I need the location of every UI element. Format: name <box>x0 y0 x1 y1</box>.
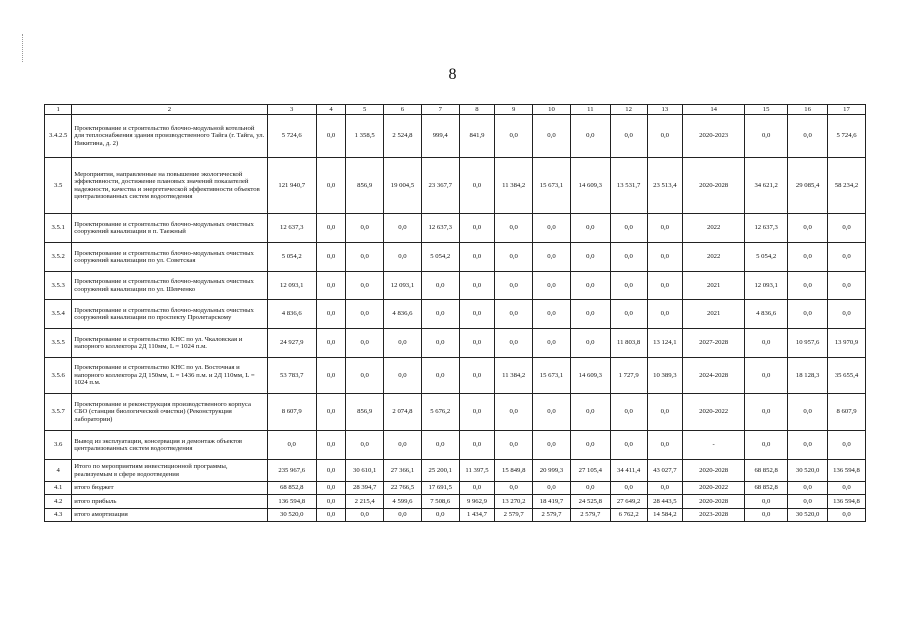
row-value: 0,0 <box>647 115 683 158</box>
row-value: 18 419,7 <box>533 495 571 509</box>
row-value: 25 200,1 <box>421 460 459 482</box>
row-value: 0,0 <box>495 329 533 358</box>
row-value: 2020-2022 <box>683 482 745 495</box>
row-value: 0,0 <box>316 394 345 431</box>
row-value: 0,0 <box>533 431 571 460</box>
row-value: 0,0 <box>346 431 384 460</box>
row-value: 0,0 <box>346 214 384 243</box>
row-description: Проектирование и строительство КНС по ул. Восточная и напорного коллектора 2Д 150мм, L = 1436 п.м. и 2Д 110мм, L = 1024 п.м. <box>72 358 267 394</box>
header-cell: 12 <box>610 105 647 115</box>
row-value: 34 411,4 <box>610 460 647 482</box>
row-value: 0,0 <box>316 495 345 509</box>
header-cell: 2 <box>72 105 267 115</box>
row-value: 2020-2023 <box>683 115 745 158</box>
row-value: 0,0 <box>647 482 683 495</box>
row-value: 19 004,5 <box>384 158 422 214</box>
row-value: 68 852,8 <box>745 482 788 495</box>
row-value: 11 384,2 <box>495 158 533 214</box>
table-row <box>45 158 866 214</box>
row-value: 999,4 <box>421 115 459 158</box>
row-value: 0,0 <box>346 509 384 522</box>
row-value: 136 594,8 <box>267 495 316 509</box>
row-value: 0,0 <box>316 509 345 522</box>
row-value: 30 520,0 <box>788 509 828 522</box>
row-value: 2024-2028 <box>683 358 745 394</box>
row-value: 0,0 <box>745 329 788 358</box>
row-value: 0,0 <box>459 214 495 243</box>
row-value: 0,0 <box>459 358 495 394</box>
row-value: 0,0 <box>316 460 345 482</box>
header-cell: 13 <box>647 105 683 115</box>
row-value: 9 962,9 <box>459 495 495 509</box>
row-value: 0,0 <box>533 243 571 272</box>
row-value: 2 579,7 <box>495 509 533 522</box>
row-value: 0,0 <box>495 482 533 495</box>
row-value: 0,0 <box>384 214 422 243</box>
row-value: 0,0 <box>316 158 345 214</box>
row-description: Проектирование и строительство КНС по ул. Чкаловская и напорного коллектора 2Д 110мм, L = 1024 п.м. <box>72 329 267 358</box>
row-value: 0,0 <box>570 214 610 243</box>
row-value: 2 579,7 <box>533 509 571 522</box>
row-value: 0,0 <box>570 300 610 329</box>
row-value: 0,0 <box>745 358 788 394</box>
row-description: Проектирование и строительство блочно-модульной котельной для теплоснабжения здания производственного Тайга (г. Тайга, ул. Никитина, д. 2) <box>72 115 267 158</box>
row-value: 10 389,3 <box>647 358 683 394</box>
row-value: 68 852,8 <box>745 460 788 482</box>
header-cell: 8 <box>459 105 495 115</box>
row-value: 856,9 <box>346 394 384 431</box>
row-value: 4 836,6 <box>267 300 316 329</box>
row-value: 0,0 <box>459 243 495 272</box>
row-value: 6 762,2 <box>610 509 647 522</box>
row-value: 15 673,1 <box>533 158 571 214</box>
row-value: 23 513,4 <box>647 158 683 214</box>
row-value: 5 054,2 <box>745 243 788 272</box>
row-value: 12 093,1 <box>384 272 422 300</box>
row-value: 8 607,9 <box>267 394 316 431</box>
header-cell: 14 <box>683 105 745 115</box>
row-value: 0,0 <box>421 509 459 522</box>
row-value: 8 607,9 <box>828 394 866 431</box>
table-row <box>45 509 866 522</box>
table-row <box>45 394 866 431</box>
row-description: итого прибыль <box>72 495 267 509</box>
header-cell: 15 <box>745 105 788 115</box>
row-value: 1 727,9 <box>610 358 647 394</box>
header-cell: 16 <box>788 105 828 115</box>
row-value: 17 691,5 <box>421 482 459 495</box>
row-value: 0,0 <box>316 329 345 358</box>
row-value: 11 803,8 <box>610 329 647 358</box>
row-value: 0,0 <box>346 329 384 358</box>
page-number: 8 <box>448 66 457 83</box>
row-description: итого бюджет <box>72 482 267 495</box>
row-value: 2027-2028 <box>683 329 745 358</box>
row-value: 0,0 <box>610 482 647 495</box>
row-description: Итого по мероприятиям инвестиционной программы, реализуемым в сфере водоотведения <box>72 460 267 482</box>
row-value: 136 594,8 <box>828 460 866 482</box>
row-value: 0,0 <box>610 300 647 329</box>
row-value: 4 599,6 <box>384 495 422 509</box>
row-value: 0,0 <box>316 115 345 158</box>
row-value: 13 270,2 <box>495 495 533 509</box>
row-value: 0,0 <box>647 300 683 329</box>
row-value: 7 508,6 <box>421 495 459 509</box>
row-description: Мероприятия, направленные на повышение экологической эффективности, достижение плановых значений показателей надежности, качества и энергетической эффективности объектов централизованных систем водоотведения <box>72 158 267 214</box>
table-row <box>45 495 866 509</box>
row-value: 0,0 <box>495 394 533 431</box>
row-value: 0,0 <box>495 431 533 460</box>
row-value: 0,0 <box>346 358 384 394</box>
row-value: 0,0 <box>788 394 828 431</box>
row-value: 14 584,2 <box>647 509 683 522</box>
table-row <box>45 243 866 272</box>
header-cell: 7 <box>421 105 459 115</box>
row-value: 5 054,2 <box>267 243 316 272</box>
row-value: 0,0 <box>384 431 422 460</box>
row-number: 3.5.3 <box>45 272 72 300</box>
header-cell: 6 <box>384 105 422 115</box>
row-value: 2 215,4 <box>346 495 384 509</box>
row-value: 0,0 <box>533 115 571 158</box>
row-value: 5 676,2 <box>421 394 459 431</box>
row-value: 20 999,3 <box>533 460 571 482</box>
row-value: 0,0 <box>745 431 788 460</box>
row-number: 3.5.1 <box>45 214 72 243</box>
row-value: 2021 <box>683 272 745 300</box>
row-value: 2022 <box>683 214 745 243</box>
row-value: 53 783,7 <box>267 358 316 394</box>
row-value: 30 520,0 <box>788 460 828 482</box>
row-value: 235 967,6 <box>267 460 316 482</box>
row-value: 856,9 <box>346 158 384 214</box>
row-value: 0,0 <box>495 214 533 243</box>
row-value: 841,9 <box>459 115 495 158</box>
row-value: 12 637,3 <box>421 214 459 243</box>
row-value: 35 655,4 <box>828 358 866 394</box>
row-value: 2023-2028 <box>683 509 745 522</box>
row-value: 0,0 <box>316 214 345 243</box>
row-number: 3.5.4 <box>45 300 72 329</box>
row-value: 5 724,6 <box>267 115 316 158</box>
row-value: 0,0 <box>647 394 683 431</box>
table-row <box>45 460 866 482</box>
header-cell: 17 <box>828 105 866 115</box>
table-row <box>45 482 866 495</box>
row-value: 0,0 <box>745 495 788 509</box>
row-value: 0,0 <box>647 214 683 243</box>
row-description: Проектирование и строительство блочно-модульных очистных сооружений канализации по проспекту Пролетарскому <box>72 300 267 329</box>
row-value: 0,0 <box>570 243 610 272</box>
row-description: Проектирование и строительство блочно-модульных очистных сооружений канализации в п. Таежный <box>72 214 267 243</box>
row-value: 14 609,3 <box>570 358 610 394</box>
row-value: 22 766,5 <box>384 482 422 495</box>
row-value: 2020-2028 <box>683 460 745 482</box>
row-value: 2022 <box>683 243 745 272</box>
row-value: 0,0 <box>316 431 345 460</box>
row-number: 4.2 <box>45 495 72 509</box>
row-description: Проектирование и строительство блочно-модульных очистных сооружений канализации по ул. Шевченко <box>72 272 267 300</box>
row-value: 0,0 <box>745 394 788 431</box>
row-value: 0,0 <box>610 272 647 300</box>
row-value: 58 234,2 <box>828 158 866 214</box>
row-value: 0,0 <box>421 358 459 394</box>
row-number: 3.5.7 <box>45 394 72 431</box>
row-value: 30 520,0 <box>267 509 316 522</box>
row-value: 0,0 <box>647 243 683 272</box>
header-cell: 10 <box>533 105 571 115</box>
row-number: 3.5 <box>45 158 72 214</box>
row-value: 0,0 <box>828 214 866 243</box>
row-value: 0,0 <box>459 431 495 460</box>
table-row <box>45 272 866 300</box>
row-value: 5 724,6 <box>828 115 866 158</box>
row-value: 0,0 <box>495 243 533 272</box>
row-value: 0,0 <box>346 300 384 329</box>
header-row <box>45 105 866 115</box>
row-value: 28 443,5 <box>647 495 683 509</box>
row-value: 0,0 <box>647 272 683 300</box>
row-value: 0,0 <box>316 243 345 272</box>
row-value: 23 367,7 <box>421 158 459 214</box>
row-value: 0,0 <box>570 431 610 460</box>
row-value: 14 609,3 <box>570 158 610 214</box>
row-value: 1 358,5 <box>346 115 384 158</box>
row-value: 2020-2028 <box>683 158 745 214</box>
row-value: 0,0 <box>828 272 866 300</box>
table-body <box>45 105 866 522</box>
header-cell: 4 <box>316 105 345 115</box>
row-value: 27 105,4 <box>570 460 610 482</box>
row-value: 0,0 <box>459 394 495 431</box>
row-value: 24 525,8 <box>570 495 610 509</box>
row-value: 0,0 <box>495 272 533 300</box>
row-value: 0,0 <box>533 394 571 431</box>
row-value: 0,0 <box>421 329 459 358</box>
row-value: 0,0 <box>788 482 828 495</box>
row-value: 15 849,8 <box>495 460 533 482</box>
row-value: 13 531,7 <box>610 158 647 214</box>
row-value: 0,0 <box>421 272 459 300</box>
row-number: 4 <box>45 460 72 482</box>
row-value: 0,0 <box>570 272 610 300</box>
row-value: 0,0 <box>788 495 828 509</box>
row-value: 0,0 <box>828 509 866 522</box>
row-value: 5 054,2 <box>421 243 459 272</box>
row-value: 30 610,1 <box>346 460 384 482</box>
row-value: 0,0 <box>745 509 788 522</box>
row-value: 12 637,3 <box>745 214 788 243</box>
row-value: 15 673,1 <box>533 358 571 394</box>
row-value: 4 836,6 <box>384 300 422 329</box>
row-value: 29 085,4 <box>788 158 828 214</box>
row-value: 0,0 <box>828 482 866 495</box>
row-description: Проектирование и реконструкция производственного корпуса СБО (станции биологической очистки) (Реконструкция лаборатории) <box>72 394 267 431</box>
row-value: 0,0 <box>745 115 788 158</box>
row-value: 0,0 <box>495 300 533 329</box>
row-value: 2020-2028 <box>683 495 745 509</box>
header-cell: 11 <box>570 105 610 115</box>
row-value: 0,0 <box>570 482 610 495</box>
row-value: 0,0 <box>533 329 571 358</box>
row-description: итого амортизация <box>72 509 267 522</box>
row-value: 136 594,8 <box>828 495 866 509</box>
header-cell: 5 <box>346 105 384 115</box>
row-value: 0,0 <box>788 115 828 158</box>
row-value: 12 093,1 <box>267 272 316 300</box>
row-value: 1 434,7 <box>459 509 495 522</box>
row-value: 11 384,2 <box>495 358 533 394</box>
row-value: 0,0 <box>610 394 647 431</box>
row-value: 0,0 <box>316 300 345 329</box>
row-value: 13 970,9 <box>828 329 866 358</box>
row-value: 12 093,1 <box>745 272 788 300</box>
row-value: 0,0 <box>610 431 647 460</box>
row-value: 0,0 <box>533 300 571 329</box>
row-value: 0,0 <box>459 158 495 214</box>
row-value: 0,0 <box>570 329 610 358</box>
table-row <box>45 300 866 329</box>
investment-table <box>44 104 866 522</box>
row-value: 0,0 <box>346 272 384 300</box>
row-value: 121 940,7 <box>267 158 316 214</box>
row-value: 0,0 <box>570 115 610 158</box>
row-value: 2021 <box>683 300 745 329</box>
row-value: 0,0 <box>495 115 533 158</box>
row-value: 2 074,8 <box>384 394 422 431</box>
row-value: 13 124,1 <box>647 329 683 358</box>
row-value: 2 579,7 <box>570 509 610 522</box>
row-description: Вывод из эксплуатации, консервация и демонтаж объектов централизованных систем водоотведения <box>72 431 267 460</box>
row-value: 4 836,6 <box>745 300 788 329</box>
row-number: 3.6 <box>45 431 72 460</box>
row-value: 0,0 <box>459 272 495 300</box>
row-value: 0,0 <box>384 509 422 522</box>
row-value: 0,0 <box>610 243 647 272</box>
row-value: 2020-2022 <box>683 394 745 431</box>
row-value: 0,0 <box>788 214 828 243</box>
row-number: 4.3 <box>45 509 72 522</box>
row-value: 68 852,8 <box>267 482 316 495</box>
header-cell: 9 <box>495 105 533 115</box>
row-number: 4.1 <box>45 482 72 495</box>
row-value: 11 397,5 <box>459 460 495 482</box>
row-value: 34 621,2 <box>745 158 788 214</box>
row-value: 0,0 <box>316 272 345 300</box>
row-value: 0,0 <box>788 431 828 460</box>
row-value: 28 394,7 <box>346 482 384 495</box>
header-cell: 3 <box>267 105 316 115</box>
row-value: 0,0 <box>788 243 828 272</box>
row-value: 0,0 <box>788 300 828 329</box>
row-value: 18 128,3 <box>788 358 828 394</box>
row-value: 0,0 <box>533 214 571 243</box>
table-row <box>45 431 866 460</box>
row-value: 0,0 <box>316 482 345 495</box>
row-value: 0,0 <box>384 243 422 272</box>
row-value: 0,0 <box>570 394 610 431</box>
row-value: 2 524,8 <box>384 115 422 158</box>
table-row <box>45 329 866 358</box>
row-value: 10 957,6 <box>788 329 828 358</box>
row-description: Проектирование и строительство блочно-модульных очистных сооружений канализации по ул. Советская <box>72 243 267 272</box>
row-number: 3.5.6 <box>45 358 72 394</box>
row-number: 3.5.5 <box>45 329 72 358</box>
row-value: 0,0 <box>421 431 459 460</box>
row-value: 24 927,9 <box>267 329 316 358</box>
row-value: 0,0 <box>828 243 866 272</box>
margin-mark <box>22 34 24 62</box>
row-value: 0,0 <box>384 329 422 358</box>
row-value: 0,0 <box>828 431 866 460</box>
row-value: 27 649,2 <box>610 495 647 509</box>
table-row <box>45 214 866 243</box>
row-value: 0,0 <box>610 214 647 243</box>
row-value: 0,0 <box>459 482 495 495</box>
row-value: 12 637,3 <box>267 214 316 243</box>
row-value: 0,0 <box>459 300 495 329</box>
row-number: 3.5.2 <box>45 243 72 272</box>
table-row <box>45 358 866 394</box>
row-value: 0,0 <box>346 243 384 272</box>
row-value: 0,0 <box>459 329 495 358</box>
row-value: 0,0 <box>828 300 866 329</box>
row-value: 0,0 <box>533 272 571 300</box>
row-value: 0,0 <box>647 431 683 460</box>
row-value: 0,0 <box>384 358 422 394</box>
row-value: 43 027,7 <box>647 460 683 482</box>
header-cell: 1 <box>45 105 72 115</box>
row-value: 0,0 <box>788 272 828 300</box>
row-value: 27 366,1 <box>384 460 422 482</box>
row-value: - <box>683 431 745 460</box>
row-number: 3.4.2.5 <box>45 115 72 158</box>
row-value: 0,0 <box>267 431 316 460</box>
row-value: 0,0 <box>316 358 345 394</box>
row-value: 0,0 <box>421 300 459 329</box>
row-value: 0,0 <box>610 115 647 158</box>
row-value: 0,0 <box>533 482 571 495</box>
table-row <box>45 115 866 158</box>
